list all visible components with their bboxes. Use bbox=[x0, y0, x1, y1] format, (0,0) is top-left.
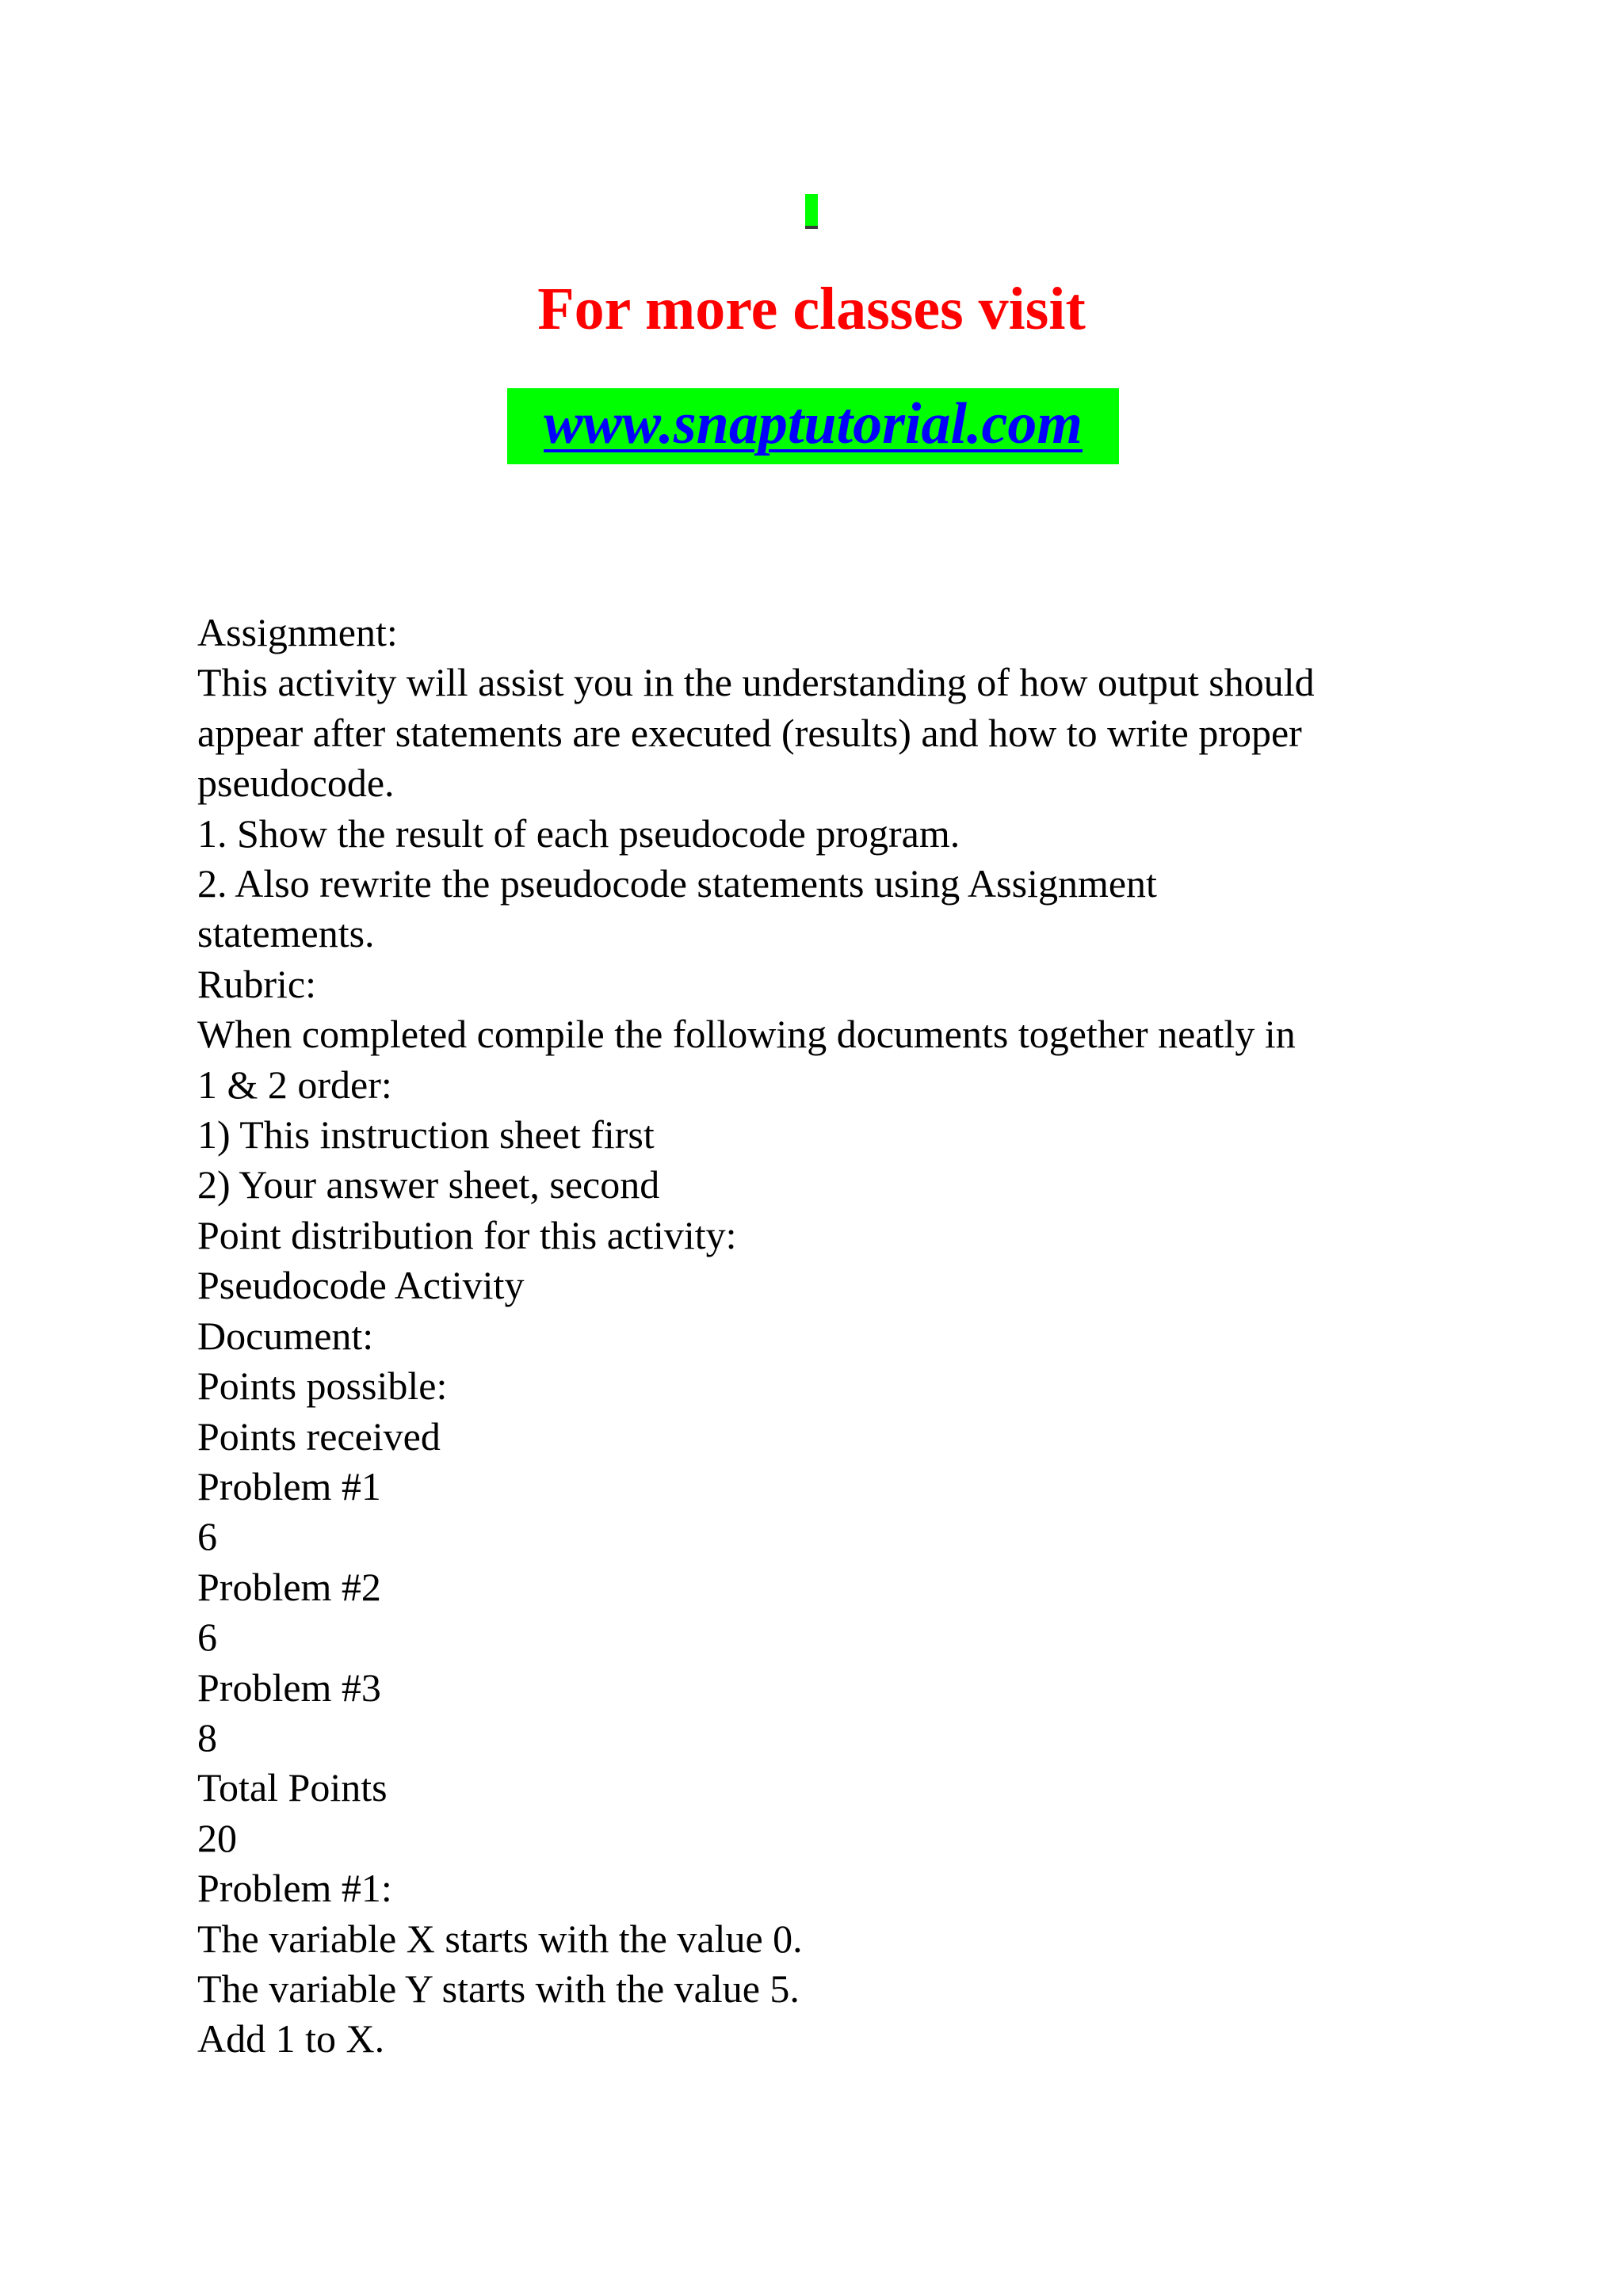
text-line: appear after statements are executed (results) and how to write proper bbox=[197, 710, 1302, 755]
text-line: Pseudocode Activity bbox=[197, 1263, 525, 1308]
text-line: This activity will assist you in the understanding of how output should bbox=[197, 660, 1315, 705]
text-line: Problem #2 bbox=[197, 1564, 381, 1609]
text-line: Document: bbox=[197, 1313, 374, 1358]
text-line: 6 bbox=[197, 1615, 217, 1660]
text-line: Point distribution for this activity: bbox=[197, 1212, 737, 1257]
promo-heading: For more classes visit bbox=[537, 276, 1086, 342]
text-line: Assignment: bbox=[197, 610, 398, 654]
text-line: Points received bbox=[197, 1413, 441, 1459]
highlight-marker bbox=[805, 194, 818, 229]
text-line: The variable Y starts with the value 5. bbox=[197, 1966, 800, 2011]
assignment-body bbox=[197, 608, 1449, 2065]
text-line: 6 bbox=[197, 1514, 217, 1559]
text-line: Add 1 to X. bbox=[197, 2016, 385, 2061]
text-line: Points possible: bbox=[197, 1363, 448, 1409]
text-line: Problem #1 bbox=[197, 1463, 381, 1508]
promo-link[interactable]: www.snaptutorial.com bbox=[544, 391, 1083, 456]
text-line: 2) Your answer sheet, second bbox=[197, 1162, 660, 1207]
text-line: 8 bbox=[197, 1714, 217, 1760]
text-line: When completed compile the following documents together neatly in bbox=[197, 1012, 1296, 1057]
text-line: Problem #1: bbox=[197, 1866, 392, 1911]
text-line: Problem #3 bbox=[197, 1665, 381, 1710]
text-line: 1 & 2 order: bbox=[197, 1062, 392, 1107]
text-line: 2. Also rewrite the pseudocode statements using Assignment bbox=[197, 861, 1157, 906]
text-line: pseudocode. bbox=[197, 761, 395, 806]
text-line: statements. bbox=[197, 911, 375, 956]
text-line: The variable X starts with the value 0. bbox=[197, 1916, 803, 1961]
text-line: Rubric: bbox=[197, 961, 316, 1006]
text-line: 20 bbox=[197, 1815, 237, 1860]
promo-link-highlight bbox=[507, 388, 1119, 464]
text-line: 1. Show the result of each pseudocode program. bbox=[197, 810, 960, 856]
text-line: Total Points bbox=[197, 1765, 388, 1810]
text-line: 1) This instruction sheet first bbox=[197, 1112, 655, 1158]
